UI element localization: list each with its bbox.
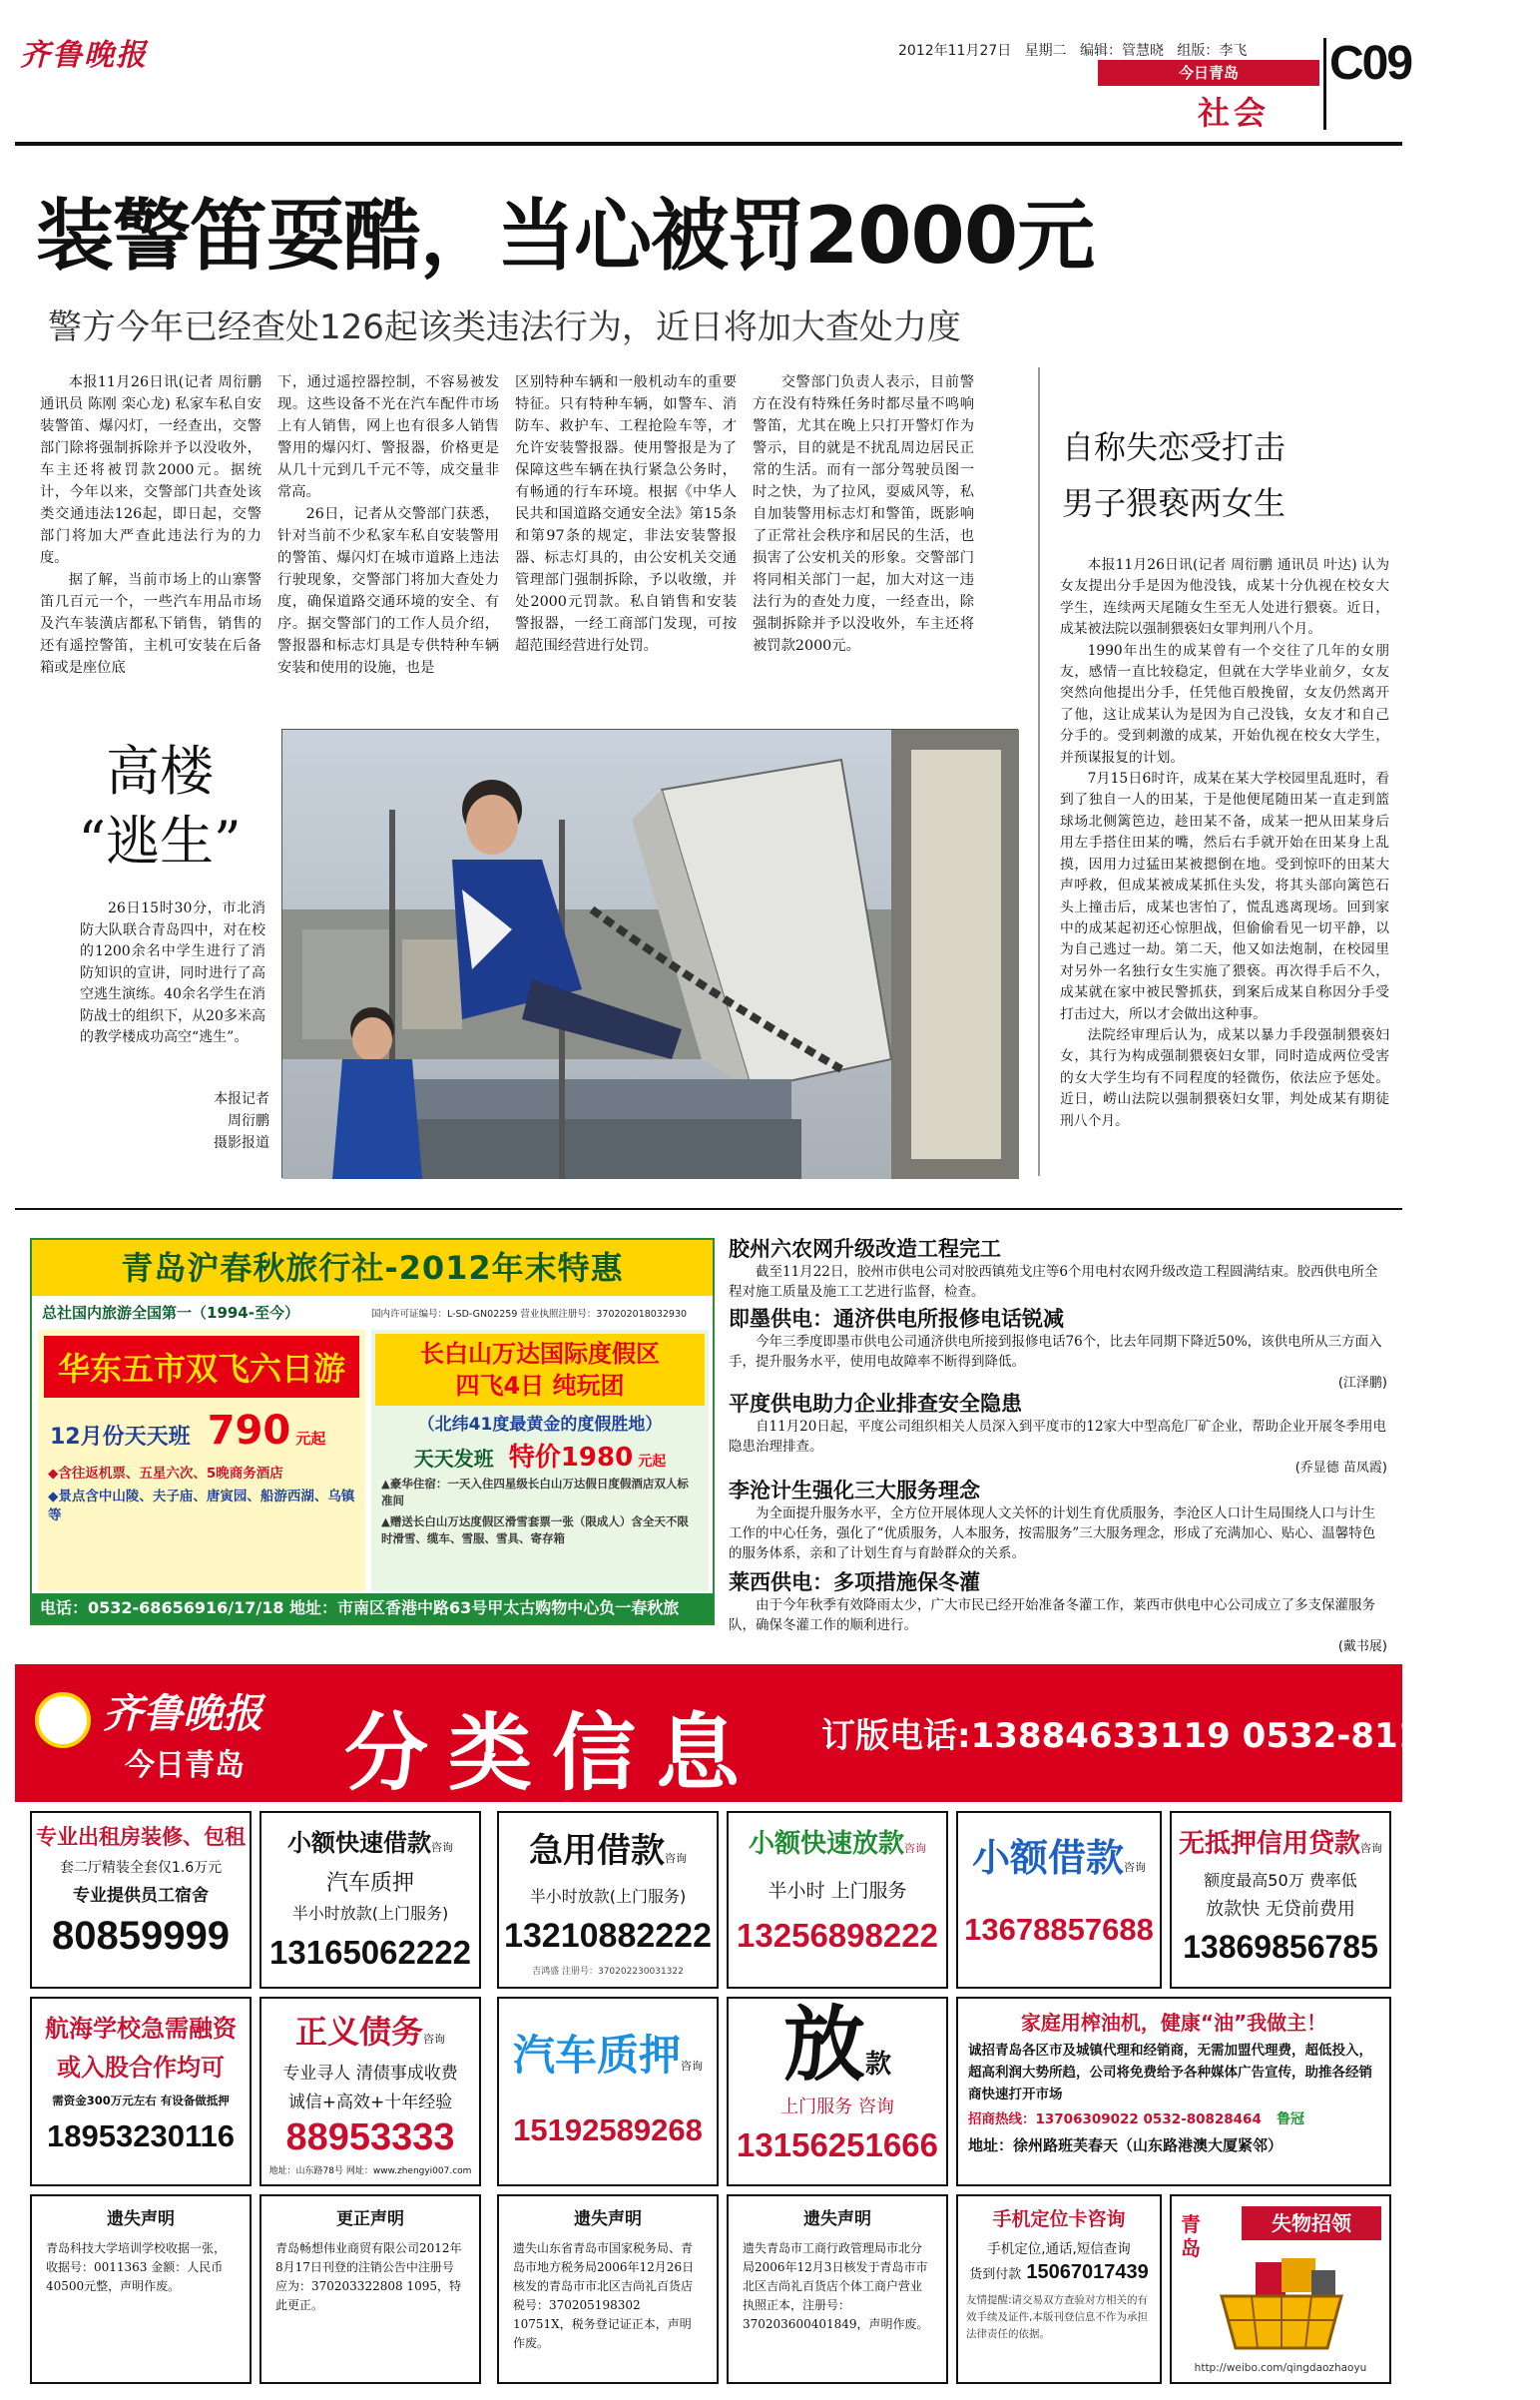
ad-title-row: [261, 2007, 479, 2053]
ad-line: 诚招青岛各区市及城镇代理和经销商，无需加盟代理费，超低投入，超高利润大势所趋，公司将免费给予各种媒体广告宣传，助推各经销商快速打开市场: [968, 2043, 1372, 2102]
travel-ad-left-title: 华东五市双飞六日游: [44, 1336, 359, 1398]
ad-small-loan: [956, 1811, 1162, 1989]
classified-banner: [15, 1664, 1540, 1802]
side-story-paragraph: 法院经审理后认为，成某以暴力手段强制猥亵妇女，其行为构成强制猥亵妇女罪，同时造成两位受害的女大学生均有不同程度的轻微伤，依法应予惩处。近日，崂山法院以强制猥亵妇女罪，判处成某有期徒刑八个月。: [1060, 1026, 1389, 1129]
classified-logo-emblem: [35, 1692, 91, 1748]
photo-story-caption: [80, 899, 265, 1049]
ad-title-row: [499, 1823, 717, 1872]
news-title: 平度供电助力企业排查安全隐患: [729, 1392, 1022, 1416]
ad-line: 货到付款: [969, 2267, 1022, 2282]
fire-drill-photo: [281, 729, 1018, 1178]
travel-ad-right-price-unit: 元起: [638, 1454, 667, 1470]
article-paragraph: 交警部门负责人表示，目前警方在没有特殊任务时都尽量不鸣响警笛，尤其在晚上只打开警灯作为警示，目的就是不扰乱周边居民正常的生活。而有一部分驾驶员图一时之快，为了拉风，耍威风等，私自加装警用标志灯和警笛，既影响了正常社会秩序和居民的生活，也损害了公安机关的形象。交警部门将同相关部门一起，加大对这一违法行为的查处力度，一经查出，除强制拆除并予以没收外，车主还将被罚款2000元。: [753, 374, 974, 654]
ad-navigation-school: [30, 1997, 252, 2186]
editor-credit: 编辑：管慧晓: [1079, 43, 1164, 59]
header-vertical-divider: [1323, 38, 1326, 130]
ad-loan-release: [727, 1997, 948, 2186]
ad-lost-and-found: [1170, 2194, 1391, 2384]
ad-title: 急用借款: [529, 1831, 665, 1871]
ad-phone: 88953333: [285, 2116, 455, 2158]
main-headline: 装警笛耍酷，当心被罚2000元: [36, 192, 1095, 282]
news-item: [729, 1391, 1387, 1476]
travel-ad-right-price: 特价1980: [508, 1443, 634, 1473]
ad-phone: 13678857688: [964, 1912, 1154, 1947]
ad-car-pledge: [497, 1997, 719, 2186]
notice-text: 青岛畅想伟业商贸有限公司2012年8月17日刊登的注销公告中注册号应为：370203322808 1095，特此更正。: [275, 2241, 462, 2312]
notice-text: 青岛科技大学培训学校收据一张，收据号：0011363 金额：人民币40500元整，声明作废。: [46, 2241, 227, 2293]
ad-line: 上门服务 咨询: [780, 2097, 894, 2117]
photo-credit: [150, 1088, 269, 1154]
news-title: 即墨供电：通济供电所报修电话锐减: [729, 1307, 1064, 1331]
notice-correction: [259, 2194, 481, 2384]
article-column-3: [515, 371, 737, 657]
side-story-divider: [1038, 367, 1040, 1176]
news-title: 莱西供电：多项措施保冬灌: [729, 1570, 980, 1594]
ad-phone: 15192589268: [513, 2112, 703, 2147]
ad-phone: 13869856785: [1183, 1929, 1378, 1965]
page-number: C09: [1329, 37, 1412, 90]
ad-small-print: 地址：山东路78号 网址：www.zhengyi007.com: [268, 2166, 472, 2176]
article-column-1: [40, 371, 261, 679]
ad-tag: 咨询: [1360, 1842, 1382, 1855]
ad-line: 半小时放款(上门服务): [291, 1904, 449, 1923]
travel-ad-right-title: [375, 1334, 705, 1406]
short-news-list: [729, 1236, 1387, 1654]
ad-line: 专业提供员工宿舍: [73, 1886, 209, 1906]
news-text: 为全面提升服务水平，全方位开展体现人文关怀的计划生育优质服务，李沧区人口计生局围绕人口与计生工作的中心任务，强化了“优质服务，人本服务，按需服务”三大服务理念，形成了充满加心、贴心、温馨特色的服务体系，亲和了计划生育与育龄群众的关系。: [729, 1505, 1376, 1561]
ad-phone: 13165062222: [269, 1934, 471, 1971]
ad-title: 手机定位卡咨询: [992, 2208, 1126, 2230]
side-story-body: [1060, 555, 1389, 1132]
ad-tag: 咨询: [681, 2060, 703, 2073]
photo-story-title: [40, 737, 279, 877]
ad-line: 招商热线：13706309022 0532-80828464: [968, 2111, 1262, 2127]
newspaper-logo: 齐鲁晚报: [20, 38, 148, 73]
ad-tag: 咨询: [665, 1852, 687, 1865]
travel-ad-right-departure: 天天发班: [413, 1447, 494, 1471]
ad-oil-press: [956, 1997, 1391, 2186]
ad-phone: 13210882222: [503, 1917, 712, 1955]
layout-credit: 组版：李飞: [1177, 43, 1248, 59]
ad-phone: 80859999: [52, 1914, 230, 1958]
ad-tag: 咨询: [423, 2033, 445, 2046]
photo-credit-line: 周衍鹏: [228, 1113, 269, 1129]
news-text: 今年三季度即墨市供电公司通济供电所接到报修电话76个，比去年同期下降近50%，该供电所从三方面入手，提升服务水平，使用电故障率不断得到降低。: [729, 1334, 1382, 1370]
ad-title-row: [958, 1827, 1160, 1882]
ad-line: 诚信+高效+十年经验: [287, 2093, 453, 2112]
header-meta: [898, 40, 1247, 60]
travel-ad-right-title-line: 四飞4日 纯玩团: [455, 1372, 625, 1400]
side-story-title: [1062, 419, 1285, 531]
ad-contact-row: [968, 2107, 1379, 2128]
article-column-2: [277, 371, 499, 679]
notice-lost-receipt: [30, 2194, 252, 2384]
travel-ad-right-bullet: ▲赠送长白山万达度假区滑雪套票一张（限成人）含全天不限时滑雪、缆车、雪服、雪具、寄存箱: [381, 1514, 689, 1545]
ad-line: 手机定位,通话,短信查询: [987, 2241, 1131, 2257]
ad-title: 小额快速借款: [287, 1829, 431, 1857]
mid-section-rule: [15, 1208, 1402, 1210]
ad-title: 无抵押信用贷款: [1178, 1829, 1360, 1859]
side-story-paragraph: 1990年出生的成某曾有一个交往了几年的女朋友，感情一直比较稳定，但就在大学毕业前夕，女友突然向他提出分手，任凭他百般挽留，女友仍然离开了他，这让成某认为是因为自己没钱，女友才和自己分手的。受到刺激的成某，开始仇视在校女大学生，并预谋报复的计划。: [1060, 642, 1389, 766]
notice-title: 遗失声明: [107, 2209, 175, 2229]
article-paragraph: 据了解，当前市场上的山寨警笛几百元一个，一些汽车用品市场及汽车装潢店都私下销售，销售的还有遥控警笛，主机可安装在后备箱或是座位底: [40, 572, 261, 676]
ad-tag: 咨询: [431, 1841, 453, 1854]
classified-title: 分类信息: [344, 1704, 761, 1802]
ad-phone-locator: [956, 2194, 1162, 2384]
ad-title-row: [499, 2023, 717, 2083]
notice-title: 更正声明: [336, 2209, 404, 2229]
travel-ad-right-sub: （北纬41度最黄金的度假胜地）: [417, 1415, 663, 1435]
ad-line: 需资金300万元左右 有设备做抵押: [52, 2094, 230, 2107]
classified-logo: 齐鲁晚报: [103, 1690, 262, 1737]
ad-phone: 15067017439: [1026, 2261, 1149, 2283]
news-title: 胶州六农网升级改造工程完工: [729, 1237, 1001, 1261]
travel-ad-left-bullet: ◆含往返机票、五星六次、5晚商务酒店: [48, 1466, 283, 1482]
news-credit: (江泽鹏): [1337, 1376, 1387, 1391]
news-text: 截至11月22日，胶州市供电公司对胶西镇苑戈庄等6个用电村农网升级改造工程圆满结束。胶西供电所全程对施工质量及施工工艺进行监督，检查。: [729, 1264, 1378, 1300]
ad-title-row: [729, 1998, 946, 2093]
news-title: 李沧计生强化三大服务理念: [729, 1479, 980, 1502]
travel-ad-footer: 电话：0532-68656916/17/18 地址：市南区香港中路63号甲太古购物中心负一春秋旅: [32, 1593, 713, 1623]
ad-brand: 鲁冠: [1276, 2111, 1304, 2127]
travel-ad-left-price-label: 12月份天天班: [50, 1425, 191, 1450]
notice-text: 遗失青岛市工商行政管理局市北分局2006年12月3日核发于青岛市市北区吉尚礼百货店个体工商户营业执照正本，注册号：370203600401849，声明作废。: [743, 2241, 929, 2331]
article-paragraph: 下，通过遥控器控制，不容易被发现。这些设备不光在汽车配件市场上有人销售，网上也有很多人销售警用的爆闪灯、警报器，价格更是从几十元到几千元不等，成交量非常高。: [277, 374, 499, 500]
ad-phone-row: [958, 2261, 1160, 2284]
section-top-badge: 今日青岛: [1098, 60, 1319, 86]
issue-weekday: 星期二: [1024, 43, 1067, 59]
travel-ad-right-panel: [371, 1330, 709, 1591]
ad-title: 或入股合作均可: [57, 2054, 225, 2082]
news-credit: (戴书展): [1337, 1639, 1387, 1654]
ad-disclaimer: 友情提醒:请交易双方查验对方相关的有效手续及证件,本版刊登信息不作为承担法律责任的依据。: [966, 2294, 1149, 2340]
section-label: 社会: [1198, 94, 1271, 132]
ad-title: 汽车质押: [512, 2031, 681, 2080]
main-subhead: 警方今年已经查处126起该类违法行为，近日将加大查处力度: [48, 307, 961, 347]
side-story-paragraph: 本报11月26日讯(记者 周衍鹏 通讯员 叶达) 认为女友提出分手是因为他没钱，成某十分仇视在校女大学生，连续两天尾随女生至无人处进行猥亵。近日，成某被法院以强制猥亵妇女罪判刑八个月。: [1060, 557, 1389, 638]
ad-line: 放款快 无贷前费用: [1206, 1899, 1355, 1920]
ad-title: 专业出租房装修、包租: [36, 1825, 246, 1849]
side-story-paragraph: 7月15日6时许，成某在某大学校园里乱逛时，看到了独自一人的田某，于是他便尾随田某一直走到篮球场北侧篱笆边，趁田某不备，成某一把从田某身后用左手搭住田某的嘴，然后右手就开始在田某身上乱摸，因用力过猛田某被摁倒在地。受到惊吓的田某大声呼救，但成某被成某抓住头发，将其头部向篱笆石头上撞击后，成某也害怕了，慌乱逃离现场。回到家中的成某起初还心惊胆战，但偷偷看见一切平静，以为自己逃过一劫。第二天，他又如法炮制，在校园里对另外一名独行女生实施了猥亵。再次得手后不久，成某就在家中被民警抓获，到案后成某自称因分手受打击过大，所以才会做出这种事。: [1060, 771, 1389, 1022]
header-rule: [15, 142, 1402, 146]
travel-ad-right-title-line: 长白山万达国际度假区: [420, 1340, 660, 1368]
ad-quick-loan: [259, 1811, 481, 1989]
news-text: 由于今年秋季有效降雨太少，广大市民已经开始准备冬灌工作，莱西市供电中心公司成立了多支保灌服务队，确保冬灌工作的顺利进行。: [729, 1597, 1375, 1633]
photo-credit-line: 摄影报道: [214, 1135, 269, 1151]
side-story-title-line1: 自称失恋受打击: [1062, 428, 1286, 466]
ad-title: 航海学校急需融资: [45, 2015, 237, 2043]
ad-tag: 咨询: [904, 1842, 926, 1855]
basket-icon: [1212, 2256, 1351, 2352]
article-paragraph: 26日，记者从交警部门获悉，针对当前不少私家车私自安装警用的警笛、爆闪灯在城市道路上违法行驶现象，交警部门将加大查处力度，确保道路交通环境的安全、有序。据交警部门的工作人员介绍，警报器和标志灯具是专供特种车辆安装和使用的设施，也是: [277, 506, 499, 676]
travel-ad-tagline: 总社国内旅游全国第一（1994-至今）: [42, 1304, 299, 1322]
article-paragraph: 区别特种车辆和一般机动车的重要特征。只有特种车辆，如警车、消防车、救护车、工程抢险车等，才允许安装警报器。使用警报是为了保障这些车辆在执行紧急公务时，有畅通的行车环境。根据《中华人民共和国道路交通安全法》第15条和第97条的规定，非法安装警报器、标志灯具的，由公安机关交通管理部门强制拆除，予以收缴，并处2000元罚款。私自销售和安装警报器，一经工商部门发现，可按超范围经营进行处罚。: [515, 374, 737, 654]
ad-title-suffix: 款: [865, 2050, 892, 2080]
side-story-title-line2: 男子猥亵两女生: [1062, 484, 1286, 522]
photo-story-title-line1: 高楼: [106, 740, 214, 803]
photo-story-title-line2: “逃生”: [78, 810, 242, 873]
ad-line: 地址：徐州路班芙春天（山东路港澳大厦紧邻）: [968, 2136, 1283, 2154]
classified-phone: 订版电话:13884633119 0532-81186679: [821, 1716, 1540, 1756]
news-credit: (乔显德 苗凤霞): [1294, 1461, 1387, 1476]
travel-ad-left-price-unit: 元起: [295, 1430, 326, 1448]
travel-ad: [30, 1238, 715, 1625]
lost-found-title: 失物招领: [1242, 2206, 1381, 2240]
ad-line: 汽车质押: [325, 1871, 414, 1896]
travel-ad-left-bullet: ◆景点含中山陵、夫子庙、唐寅园、船游西湖、乌镇等: [48, 1489, 355, 1523]
ad-line: 额度最高50万 费率低: [1204, 1871, 1357, 1890]
travel-ad-right-price-row: [371, 1437, 709, 1474]
ad-title-row: [261, 1823, 479, 1858]
lost-found-url: http://weibo.com/qingdaozhaoyu: [1194, 2362, 1367, 2374]
news-item: [729, 1306, 1387, 1391]
ad-phone: 18953230116: [47, 2118, 235, 2153]
travel-ad-left-panel: [38, 1330, 365, 1591]
ad-phone: 13256898222: [737, 1917, 938, 1954]
lost-found-side-label: 青岛: [1181, 2212, 1201, 2260]
notice-text: 遗失山东省青岛市国家税务局、青岛市地方税务局2006年12月26日核发的青岛市市北区吉尚礼百货店税号：370205198302 10751X，税务登记证正本，声明作废。: [513, 2241, 695, 2350]
ad-rental-renovation: [30, 1811, 252, 1989]
ad-tag: 咨询: [1124, 1861, 1146, 1874]
ad-title: 家庭用榨油机，健康“油”我做主！: [1020, 2011, 1327, 2035]
travel-ad-left-price: 790: [207, 1408, 291, 1454]
notice-title: 遗失声明: [803, 2209, 871, 2229]
ad-debt-collection: [259, 1997, 481, 2186]
ad-quick-release: [727, 1811, 948, 1989]
news-item: [729, 1569, 1387, 1654]
ad-line: 套二厅精装全套仅1.6万元: [59, 1860, 223, 1876]
travel-ad-license: 国内许可证编号：L-SD-GN02259 营业执照注册号：370202018032930: [371, 1309, 688, 1320]
photo-caption-text: 26日15时30分，市北消防大队联合青岛四中，对在校的1200余名中学生进行了消防知识的宣讲，同时进行了高空逃生演练。40余名学生在消防战士的组织下，从20多米高的教学楼成功高空“逃生”。: [80, 900, 265, 1045]
travel-ad-right-bullet: ▲豪华住宿：一天入住四星级长白山万达假日度假酒店双人标准间: [381, 1477, 689, 1507]
notice-title: 遗失声明: [574, 2209, 642, 2229]
notice-lost-tax-cert: [497, 2194, 719, 2384]
ad-phone: 13156251666: [737, 2126, 938, 2163]
ad-line: 专业寻人 清债事成收费: [282, 2064, 458, 2084]
ad-title-row: [1172, 1823, 1389, 1860]
ad-urgent-loan: [497, 1811, 719, 1989]
ad-title: 正义债务: [294, 2013, 423, 2051]
article-paragraph: 本报11月26日讯(记者 周衍鹏 通讯员 陈刚 栾心龙) 私家车私自安装警笛、爆闪灯，一经查出，交警部门除将强制拆除并予以没收外，车主还将被罚款2000元。据统计，今年以来，交警部门共查处该类交通违法126起，即日起，交警部门将加大严查此违法行为的力度。: [40, 374, 261, 566]
issue-date: 2012年11月27日: [898, 43, 1012, 59]
photo-credit-line: 本报记者: [214, 1091, 269, 1107]
notice-lost-license: [727, 2194, 948, 2384]
ad-title: 小额借款: [971, 1836, 1124, 1880]
ad-line: 半小时放款(上门服务): [529, 1887, 687, 1906]
ad-title: 放: [782, 1998, 865, 2093]
travel-ad-left-price-row: [38, 1404, 365, 1458]
ad-line: 半小时 上门服务: [768, 1880, 907, 1902]
ad-small-print: 吉鸿盛 注册号：370202230031322: [532, 1967, 684, 1977]
news-text: 自11月20日起，平度公司组织相关人员深入到平度市的12家大中型高危厂矿企业，帮助企业开展冬季用电隐患治理排查。: [729, 1419, 1387, 1455]
classified-logo-sub: 今日青岛: [125, 1748, 245, 1783]
travel-ad-title: 青岛沪春秋旅行社-2012年末特惠: [32, 1240, 713, 1296]
ad-title: 小额快速放款: [748, 1829, 904, 1859]
ad-unsecured-loan: [1170, 1811, 1391, 1989]
fire-drill-photo-illustration: [282, 730, 1019, 1179]
news-item: [729, 1236, 1387, 1302]
article-column-4: [753, 371, 974, 657]
ad-title-row: [729, 1823, 946, 1860]
news-item: [729, 1478, 1387, 1563]
